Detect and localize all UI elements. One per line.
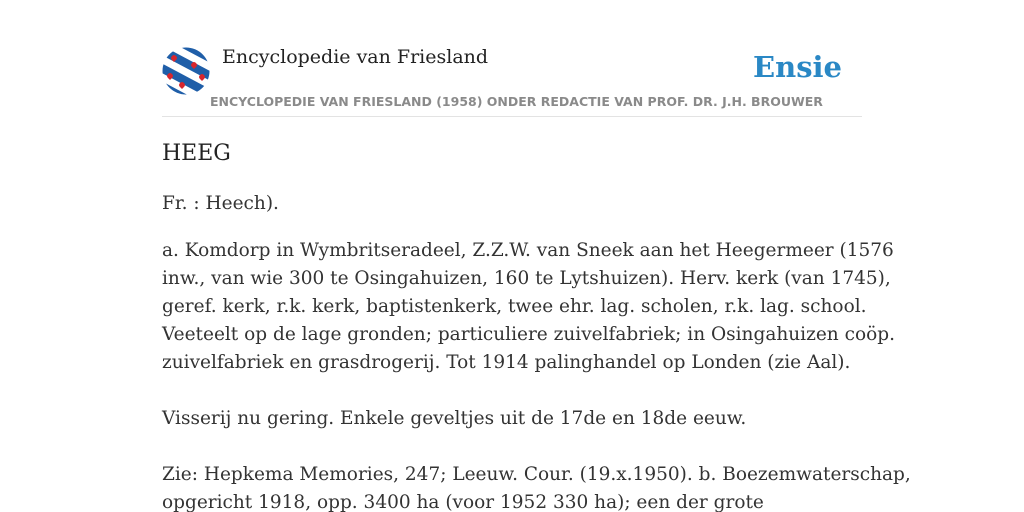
paragraph-line: Fr. : Heech). [162, 193, 279, 214]
paragraph-line: zuivelfabriek en grasdrogerij. Tot 1914 palinghandel op Londen (zie Aal). [162, 352, 851, 373]
frisian-flag-logo-icon[interactable] [162, 47, 210, 95]
paragraph-line: inw., van wie 300 te Osingahuizen, 160 te Lytshuizen). Herv. kerk (van 1745), [162, 268, 891, 289]
paragraph-line: Visserij nu gering. Enkele geveltjes uit de 17de en 18de eeuw. [162, 408, 747, 429]
encyclopedia-subtitle: ENCYCLOPEDIE VAN FRIESLAND (1958) ONDER REDACTIE VAN PROF. DR. J.H. BROUWER [210, 94, 823, 109]
article-paragraph [162, 461, 911, 512]
brand-logo-text[interactable]: Ensie [753, 50, 842, 84]
site-header [162, 44, 862, 117]
site-title[interactable]: Encyclopedie van Friesland [222, 46, 489, 68]
paragraph-line: a. Komdorp in Wymbritseradeel, Z.Z.W. van Sneek aan het Heegermeer (1576 [162, 240, 894, 261]
article-paragraph [162, 405, 862, 433]
paragraph-line: geref. kerk, r.k. kerk, baptistenkerk, twee ehr. lag. scholen, r.k. lag. school. [162, 296, 867, 317]
paragraph-line: opgericht 1918, opp. 3400 ha (voor 1952 330 ha); een der grote [162, 492, 764, 512]
article-content [162, 138, 911, 512]
article-paragraph [162, 190, 862, 218]
paragraph-line: Veeteelt op de lage gronden; particuliere zuivelfabriek; in Osingahuizen coöp. [162, 324, 895, 345]
article-paragraph [162, 237, 895, 377]
entry-title: HEEG [162, 141, 231, 166]
paragraph-line: Zie: Hepkema Memories, 247; Leeuw. Cour. (19.x.1950). b. Boezemwaterschap, [162, 464, 911, 485]
